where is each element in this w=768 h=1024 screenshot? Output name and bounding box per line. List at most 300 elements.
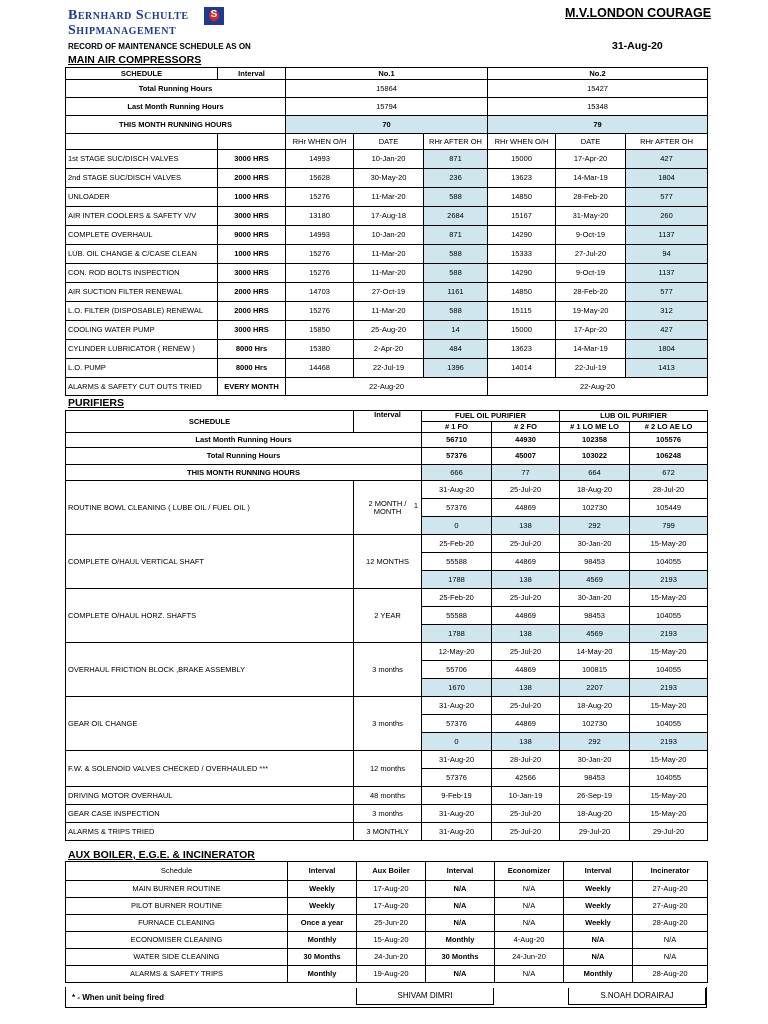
aux-cell: 27-Aug-20 (633, 898, 708, 915)
pur-task-value: 15-May-20 (630, 697, 708, 715)
aux-cell: Weekly (288, 898, 357, 915)
air-task-value: 15000 (488, 150, 556, 169)
air-header-no1: No.1 (286, 68, 488, 80)
pur-task-value: 1670 (422, 679, 492, 697)
air-task-value: 13180 (286, 207, 354, 226)
aux-header: Incinerator (633, 862, 708, 881)
pur-task-name: COMPLETE O/HAUL HORZ. SHAFTS (66, 589, 354, 643)
air-task-value: 14290 (488, 226, 556, 245)
pur-task-row (66, 535, 708, 553)
pur-header-schedule: SCHEDULE (66, 411, 354, 433)
aux-cell: N/A (495, 898, 564, 915)
pur-task-value: 98453 (560, 607, 630, 625)
aux-cell: N/A (564, 949, 633, 966)
pur-task-value: 15-May-20 (630, 535, 708, 553)
air-task-value: 15276 (286, 245, 354, 264)
pur-total-value: 103022 (560, 448, 630, 465)
air-task-interval: EVERY MONTH (218, 378, 286, 396)
pur-task-value: 2193 (630, 679, 708, 697)
pur-total-value: 57376 (422, 448, 492, 465)
air-task-row (66, 321, 708, 340)
air-task-interval: 8000 Hrs (218, 359, 286, 378)
pur-task-value: 4569 (560, 625, 630, 643)
pur-task-value: 55706 (422, 661, 492, 679)
record-date: 31-Aug-20 (612, 40, 663, 52)
pur-task-value: 42566 (492, 769, 560, 787)
air-header-no2: No.2 (488, 68, 708, 80)
air-task-name: AIR SUCTION FILTER RENEWAL (66, 283, 218, 302)
pur-task-value: 2193 (630, 625, 708, 643)
pur-task-value: 25-Jul-20 (492, 535, 560, 553)
purifier-table (65, 410, 708, 841)
pur-task-value: 29-Jul-20 (560, 823, 630, 841)
pur-task-value: 25-Jul-20 (492, 805, 560, 823)
pur-task-value: 104055 (630, 715, 708, 733)
air-task-row (66, 245, 708, 264)
air-task-row (66, 283, 708, 302)
air-task-name: 2nd STAGE SUC/DISCH VALVES (66, 169, 218, 188)
pur-last-value: 102358 (560, 433, 630, 448)
aux-cell: 4-Aug-20 (495, 932, 564, 949)
air-task-value: 1396 (424, 359, 488, 378)
air-task-name: COMPLETE OVERHAUL (66, 226, 218, 245)
air-task-name: CYLINDER LUBRICATOR ( RENEW ) (66, 340, 218, 359)
air-task-value: 10-Jan-20 (354, 150, 424, 169)
pur-task-interval (354, 535, 422, 589)
pur-task-value: 138 (492, 679, 560, 697)
air-task-interval: 2000 HRS (218, 283, 286, 302)
aux-boiler-table (65, 861, 708, 983)
pur-total-value: 106248 (630, 448, 708, 465)
air-task-value: 14 (424, 321, 488, 340)
aux-cell: Monthly (426, 932, 495, 949)
pur-task-value: 15-May-20 (630, 589, 708, 607)
pur-task-name: DRIVING MOTOR OVERHAUL (66, 787, 354, 805)
pur-task-value: 1788 (422, 571, 492, 589)
air-task-value: 236 (424, 169, 488, 188)
pur-task-value: 44869 (492, 553, 560, 571)
pur-task-value: 44869 (492, 607, 560, 625)
aux-cell: 25-Jun-20 (357, 915, 426, 932)
air-task-value: 10-Jan-20 (354, 226, 424, 245)
aux-cell: N/A (495, 966, 564, 983)
air-task-row (66, 207, 708, 226)
aux-cell: 15-Aug-20 (357, 932, 426, 949)
air-col-rhr-when: RHr WHEN O/H (286, 134, 354, 150)
pur-last-value: 105576 (630, 433, 708, 448)
pur-task-interval: 3 MONTHLY (354, 823, 422, 841)
air-task-value: 28-Feb-20 (556, 188, 626, 207)
air-task-name: COOLING WATER PUMP (66, 321, 218, 340)
air-task-value: 17-Apr-20 (556, 150, 626, 169)
aux-task-name: MAIN BURNER ROUTINE (66, 881, 288, 898)
pur-task-value: 138 (492, 733, 560, 751)
aux-row (66, 966, 708, 983)
aux-task-name: WATER SIDE CLEANING (66, 949, 288, 966)
pur-task-value: 102730 (560, 499, 630, 517)
air-task-row (66, 150, 708, 169)
air-task-value: 577 (626, 188, 708, 207)
pur-task-interval: 48 months (354, 787, 422, 805)
air-task-value: 13623 (488, 169, 556, 188)
pur-task-value: 18-Aug-20 (560, 805, 630, 823)
air-task-interval: 3000 HRS (218, 207, 286, 226)
air-task-value: 2-Apr-20 (354, 340, 424, 359)
aux-row (66, 915, 708, 932)
pur-task-value: 25-Feb-20 (422, 535, 492, 553)
pur-task-interval (354, 589, 422, 643)
air-task-value: 427 (626, 150, 708, 169)
air-task-interval: 1000 HRS (218, 188, 286, 207)
air-task-interval: 1000 HRS (218, 245, 286, 264)
aux-cell: Weekly (288, 881, 357, 898)
pur-task-row (66, 823, 708, 841)
pur-task-value: 100815 (560, 661, 630, 679)
aux-header: Economizer (495, 862, 564, 881)
air-col-rhr-after: RHr AFTER OH (424, 134, 488, 150)
air-task-value: 14850 (488, 283, 556, 302)
air-task-value: 2684 (424, 207, 488, 226)
air-task-row (66, 359, 708, 378)
pur-task-value: 12-May-20 (422, 643, 492, 661)
air-task-interval: 2000 HRS (218, 302, 286, 321)
air-task-name: LUB. OIL CHANGE & C/CASE CLEAN (66, 245, 218, 264)
pur-interval-text: 12 MONTHS (366, 556, 409, 566)
air-task-value: 588 (424, 264, 488, 283)
air-task-value: 17-Apr-20 (556, 321, 626, 340)
air-task-interval: 3000 HRS (218, 321, 286, 340)
air-task-row (66, 188, 708, 207)
pur-task-value: 31-Aug-20 (422, 481, 492, 499)
pur-this-value: 672 (630, 465, 708, 481)
signature-chief-engineer: SHIVAM DIMRI (356, 988, 494, 1005)
air-task-value: 22-Jul-19 (354, 359, 424, 378)
aux-cell: Monthly (288, 966, 357, 983)
pur-task-value: 18-Aug-20 (560, 481, 630, 499)
aux-task-name: FURNACE CLEANING (66, 915, 288, 932)
aux-cell: N/A (495, 881, 564, 898)
pur-task-row (66, 697, 708, 715)
pur-task-value: 104055 (630, 661, 708, 679)
air-task-row (66, 226, 708, 245)
air-col-rhr-when: RHr WHEN O/H (488, 134, 556, 150)
air-task-value: 9-Oct-19 (556, 226, 626, 245)
pur-task-value: 30-Jan-20 (560, 751, 630, 769)
air-col-rhr-after: RHr AFTER OH (626, 134, 708, 150)
aux-task-name: ALARMS & SAFETY TRIPS (66, 966, 288, 983)
air-task-name: UNLOADER (66, 188, 218, 207)
air-task-value: 484 (424, 340, 488, 359)
pur-task-value: 104055 (630, 769, 708, 787)
aux-row (66, 932, 708, 949)
pur-task-value: 2193 (630, 571, 708, 589)
air-task-name: 1st STAGE SUC/DISCH VALVES (66, 150, 218, 169)
air-task-value: 27-Oct-19 (354, 283, 424, 302)
pur-task-value: 25-Jul-20 (492, 589, 560, 607)
air-task-value: 30-May-20 (354, 169, 424, 188)
record-title: RECORD OF MAINTENANCE SCHEDULE AS ON (68, 42, 251, 51)
footer-note: * - When unit being fired (72, 993, 164, 1002)
flag-icon (204, 7, 224, 25)
vessel-name: M.V.LONDON COURAGE (565, 6, 712, 20)
air-task-name: CON. ROD BOLTS INSPECTION (66, 264, 218, 283)
aux-cell: 17-Aug-20 (357, 881, 426, 898)
air-task-value: 14290 (488, 264, 556, 283)
air-task-value: 588 (424, 188, 488, 207)
pur-task-value: 57376 (422, 499, 492, 517)
aux-header: Interval (288, 862, 357, 881)
air-task-row (66, 169, 708, 188)
pur-task-value: 2207 (560, 679, 630, 697)
pur-task-value: 30-Jan-20 (560, 535, 630, 553)
pur-task-value: 15-May-20 (630, 751, 708, 769)
aux-cell: Monthly (288, 932, 357, 949)
pur-task-value: 138 (492, 625, 560, 643)
aux-header: Interval (426, 862, 495, 881)
pur-task-interval (354, 481, 422, 535)
pur-task-value: 104055 (630, 553, 708, 571)
air-task-value: 22-Jul-19 (556, 359, 626, 378)
air-task-value: 15628 (286, 169, 354, 188)
pur-task-value: 98453 (560, 769, 630, 787)
pur-task-value: 138 (492, 517, 560, 535)
air-task-value: 312 (626, 302, 708, 321)
pur-task-row (66, 787, 708, 805)
air-task-value: 1804 (626, 340, 708, 359)
air-task-value: 11-Mar-20 (354, 188, 424, 207)
air-task-value: 14-Mar-19 (556, 340, 626, 359)
pur-header-fo: FUEL OIL PURIFIER (422, 411, 560, 422)
pur-task-value: 55588 (422, 607, 492, 625)
pur-task-value: 28-Jul-20 (630, 481, 708, 499)
pur-task-value: 57376 (422, 715, 492, 733)
pur-interval-text: 2 MONTH / (368, 498, 407, 508)
pur-task-interval (354, 697, 422, 751)
aux-task-name: ECONOMISER CLEANING (66, 932, 288, 949)
pur-interval-extra: 1 (413, 501, 419, 511)
section-title-purifiers: PURIFIERS (68, 397, 125, 409)
aux-cell: N/A (426, 898, 495, 915)
pur-unit: # 1 FO (422, 422, 492, 433)
air-this-no2: 79 (488, 116, 708, 134)
pur-task-value: 55588 (422, 553, 492, 571)
air-task-value: 27-Jul-20 (556, 245, 626, 264)
air-task-interval: 8000 Hrs (218, 340, 286, 359)
air-last-no2: 15348 (488, 98, 708, 116)
air-task-interval: 3000 HRS (218, 150, 286, 169)
pur-interval-text: 3 months (372, 718, 403, 728)
air-task-value: 15276 (286, 302, 354, 321)
pur-task-value: 0 (422, 733, 492, 751)
air-total-label: Total Running Hours (66, 80, 286, 98)
aux-cell: 28-Aug-20 (633, 966, 708, 983)
air-task-value: 1161 (424, 283, 488, 302)
pur-task-value: 292 (560, 733, 630, 751)
pur-task-interval: 12 months (354, 751, 422, 787)
pur-task-value: 292 (560, 517, 630, 535)
pur-last-value: 56710 (422, 433, 492, 448)
air-task-value: 588 (424, 302, 488, 321)
pur-header-interval: Interval (354, 411, 422, 433)
air-task-value: 1413 (626, 359, 708, 378)
air-task-value: 19-May-20 (556, 302, 626, 321)
logo-line2: Shipmanagement (68, 23, 177, 38)
aux-cell: N/A (633, 949, 708, 966)
aux-cell: 27-Aug-20 (633, 881, 708, 898)
pur-task-name: ALARMS & TRIPS TRIED (66, 823, 354, 841)
aux-cell: N/A (633, 932, 708, 949)
aux-header: Aux Boiler (357, 862, 426, 881)
logo-line1: Bernhard Schulte (68, 8, 189, 23)
aux-cell: 24-Jun-20 (495, 949, 564, 966)
footer-box (65, 987, 707, 1008)
air-task-value: 427 (626, 321, 708, 340)
pur-task-value: 98453 (560, 553, 630, 571)
pur-task-value: 44869 (492, 715, 560, 733)
air-header-schedule: SCHEDULE (66, 68, 218, 80)
pur-task-value: 4569 (560, 571, 630, 589)
pur-last-value: 44930 (492, 433, 560, 448)
pur-task-name: GEAR OIL CHANGE (66, 697, 354, 751)
air-task-value: 14993 (286, 226, 354, 245)
pur-task-interval (354, 643, 422, 697)
pur-task-value: 799 (630, 517, 708, 535)
air-task-value: 14468 (286, 359, 354, 378)
aux-cell: 28-Aug-20 (633, 915, 708, 932)
air-task-value: 15115 (488, 302, 556, 321)
pur-task-value: 0 (422, 517, 492, 535)
air-task-value: 31-May-20 (556, 207, 626, 226)
air-task-value: 14993 (286, 150, 354, 169)
air-task-value: 94 (626, 245, 708, 264)
air-task-value: 871 (424, 226, 488, 245)
aux-cell: Weekly (564, 898, 633, 915)
pur-task-value: 30-Jan-20 (560, 589, 630, 607)
pur-task-value: 10-Jan-19 (492, 787, 560, 805)
pur-task-value: 15-May-20 (630, 643, 708, 661)
air-task-value: 1804 (626, 169, 708, 188)
air-task-value: 577 (626, 283, 708, 302)
pur-task-value: 31-Aug-20 (422, 697, 492, 715)
air-task-interval: 3000 HRS (218, 264, 286, 283)
pur-task-value: 44869 (492, 499, 560, 517)
air-last-no1: 15794 (286, 98, 488, 116)
pur-task-name: GEAR CASE INSPECTION (66, 805, 354, 823)
pur-task-row (66, 805, 708, 823)
pur-task-name: ROUTINE BOWL CLEANING ( LUBE OIL / FUEL OIL ) (66, 481, 354, 535)
air-task-value: 15380 (286, 340, 354, 359)
air-task-value: 11-Mar-20 (354, 302, 424, 321)
air-task-value: 9-Oct-19 (556, 264, 626, 283)
air-task-value: 15167 (488, 207, 556, 226)
aux-header: Schedule (66, 862, 288, 881)
pur-task-row (66, 589, 708, 607)
aux-cell: 19-Aug-20 (357, 966, 426, 983)
pur-total-label: Total Running Hours (66, 448, 422, 465)
pur-task-value: 18-Aug-20 (560, 697, 630, 715)
pur-interval-text2: MONTH (373, 506, 402, 516)
aux-cell: 24-Jun-20 (357, 949, 426, 966)
pur-task-value: 25-Jul-20 (492, 823, 560, 841)
pur-this-value: 666 (422, 465, 492, 481)
air-alarms-row (66, 378, 708, 396)
pur-task-value: 25-Jul-20 (492, 697, 560, 715)
pur-task-value: 1788 (422, 625, 492, 643)
aux-cell: N/A (426, 966, 495, 983)
aux-cell: N/A (426, 915, 495, 932)
air-task-value: 15333 (488, 245, 556, 264)
pur-task-interval: 3 months (354, 805, 422, 823)
aux-cell: Weekly (564, 881, 633, 898)
air-task-value: 15850 (286, 321, 354, 340)
aux-cell: Once a year (288, 915, 357, 932)
air-task-value: 15276 (286, 188, 354, 207)
pur-task-value: 28-Jul-20 (492, 751, 560, 769)
air-total-no2: 15427 (488, 80, 708, 98)
pur-unit: # 2 LO AE LO (630, 422, 708, 433)
pur-interval-text: 2 YEAR (374, 610, 401, 620)
air-this-no1: 70 (286, 116, 488, 134)
pur-task-value: 2193 (630, 733, 708, 751)
air-task-value: 588 (424, 245, 488, 264)
section-title-aux: AUX BOILER, E.G.E. & INCINERATOR (68, 849, 255, 861)
aux-header: Interval (564, 862, 633, 881)
pur-task-value: 138 (492, 571, 560, 589)
air-task-name: AIR INTER COOLERS & SAFETY V/V (66, 207, 218, 226)
air-task-value: 13623 (488, 340, 556, 359)
aux-row (66, 949, 708, 966)
air-task-value: 28-Feb-20 (556, 283, 626, 302)
pur-unit: # 2 FO (492, 422, 560, 433)
aux-cell: 30 Months (288, 949, 357, 966)
air-header-interval: Interval (218, 68, 286, 80)
company-logo (68, 8, 189, 39)
section-title-air: MAIN AIR COMPRESSORS (68, 54, 202, 66)
air-task-row (66, 340, 708, 359)
aux-cell: Monthly (564, 966, 633, 983)
air-col-date: DATE (354, 134, 424, 150)
air-task-name: L.O. PUMP (66, 359, 218, 378)
pur-task-value: 26-Sep-19 (560, 787, 630, 805)
air-task-value: 260 (626, 207, 708, 226)
air-task-value: 15000 (488, 321, 556, 340)
aux-cell: Weekly (564, 915, 633, 932)
air-task-value: 14-Mar-19 (556, 169, 626, 188)
pur-task-name: COMPLETE O/HAUL VERTICAL SHAFT (66, 535, 354, 589)
signature-second-engineer: S.NOAH DORAIRAJ (568, 988, 706, 1005)
pur-this-value: 77 (492, 465, 560, 481)
air-task-value: 14703 (286, 283, 354, 302)
aux-cell: 30 Months (426, 949, 495, 966)
pur-task-value: 25-Jul-20 (492, 643, 560, 661)
air-col-date: DATE (556, 134, 626, 150)
air-task-value: 871 (424, 150, 488, 169)
pur-task-value: 15-May-20 (630, 787, 708, 805)
aux-row (66, 898, 708, 915)
air-task-value: 11-Mar-20 (354, 264, 424, 283)
air-task-row (66, 302, 708, 321)
pur-interval-text: 3 months (372, 664, 403, 674)
air-last-label: Last Month Running Hours (66, 98, 286, 116)
pur-this-label: THIS MONTH RUNNING HOURS (66, 465, 422, 481)
pur-task-row (66, 643, 708, 661)
pur-task-value: 29-Jul-20 (630, 823, 708, 841)
air-task-name: L.O. FILTER (DISPOSABLE) RENEWAL (66, 302, 218, 321)
aux-cell: 17-Aug-20 (357, 898, 426, 915)
pur-task-value: 104055 (630, 607, 708, 625)
air-task-value: 1137 (626, 226, 708, 245)
pur-task-value: 57376 (422, 769, 492, 787)
